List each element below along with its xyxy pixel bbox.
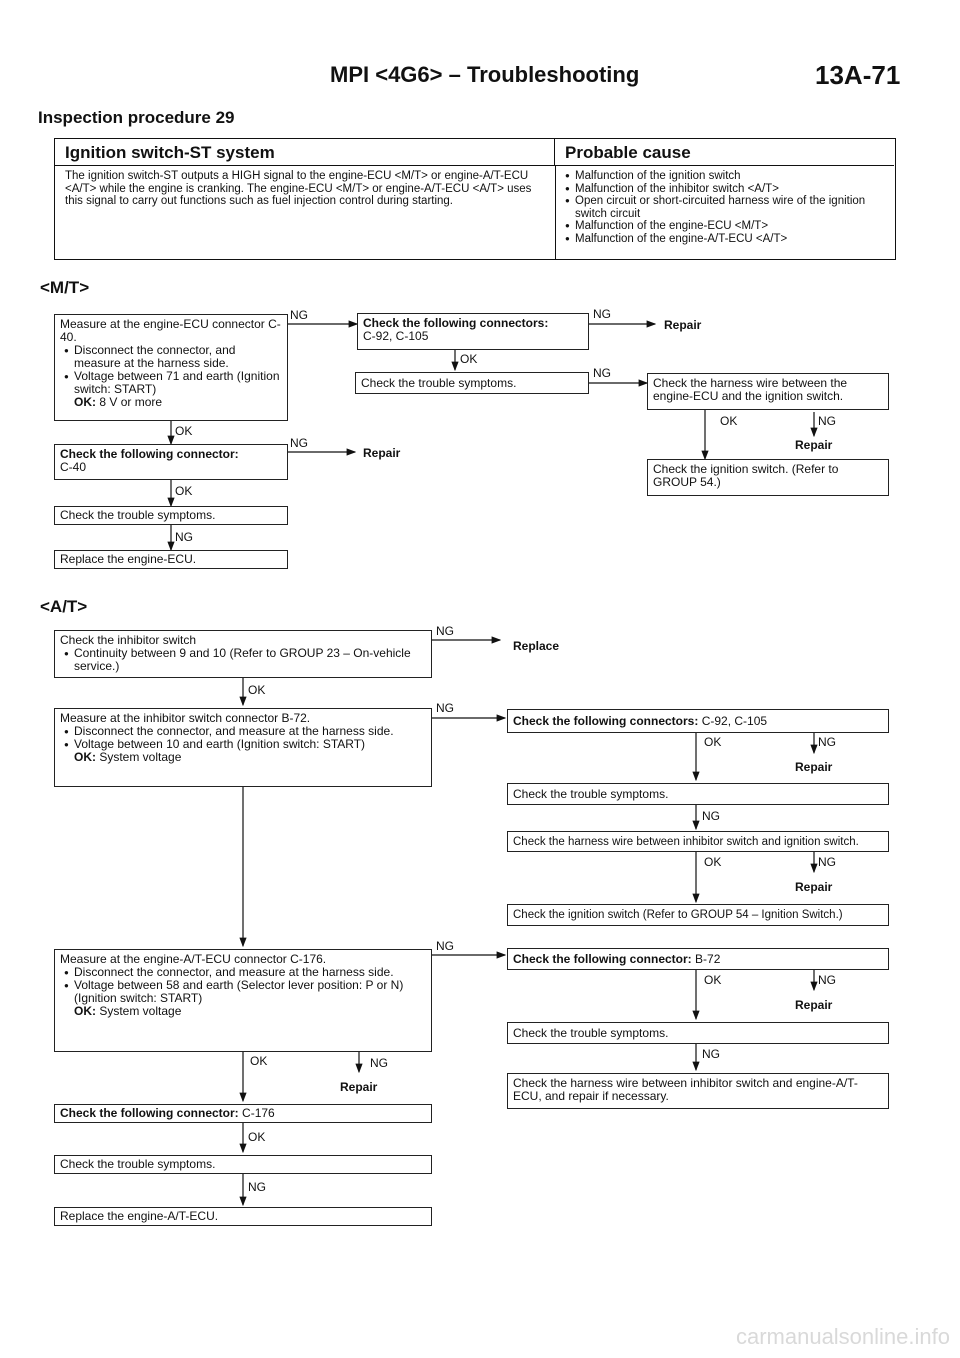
mt-measure-bullet: ● Disconnect the connector, and measure at the harness side. (60, 344, 282, 370)
ok-value: System voltage (99, 1004, 182, 1018)
page-number: 13A-71 (815, 60, 901, 90)
at-measure-line: Measure at the inhibitor switch connector B-72. (60, 711, 311, 725)
cause-item: ● Malfunction of the engine-ECU <M/T> (561, 220, 887, 233)
at-measure-bullet: ● Voltage between 10 and earth (Ignition switch: START) (60, 738, 426, 751)
ok-value: System voltage (99, 750, 182, 764)
check-value: C-40 (60, 460, 87, 474)
page-header-title: MPI <4G6> – Troubleshooting (330, 62, 640, 87)
table-description: The ignition switch-ST outputs a HIGH signal to the engine-ECU <M/T> or engine-A/T-ECU <A/T> while the engine is cranking. The engine-ECU <M/T> or engine-A/T-ECU <A/T> uses this signal to carry out functions such as fuel injection control during starting. (65, 170, 532, 207)
check-title: Check the following connector: (513, 952, 692, 966)
ok-value: 8 V or more (99, 395, 163, 409)
check-title: Check the following connector: (60, 1106, 239, 1120)
ng-label: NG (702, 809, 720, 823)
cause-item: ● Malfunction of the ignition switch (561, 170, 887, 183)
at-inhibitor-box (54, 630, 432, 678)
ng-label: NG (248, 1180, 266, 1194)
ng-label: NG (436, 624, 454, 638)
ok-label: OK (175, 484, 193, 498)
table-header-system: Ignition switch-ST system (55, 139, 555, 166)
ng-label: NG (702, 1047, 720, 1061)
mt-measure-line: Measure at the engine-ECU connector C-40. (60, 317, 281, 344)
mt-replace-box: Replace the engine-ECU. (54, 550, 288, 569)
ok-label: OK (248, 683, 266, 697)
at-measure-b72-box (54, 708, 432, 787)
ok-label: OK (175, 424, 193, 438)
at-measure-bullet: ● Disconnect the connector, and measure at the harness side. (60, 725, 426, 738)
at-measure-bullet: ● Disconnect the connector, and measure at the harness side. (60, 966, 426, 979)
ng-label: NG (370, 1056, 388, 1070)
at-r-check-b72-box (507, 948, 889, 970)
repair-label: Repair (664, 318, 702, 332)
ng-label: NG (818, 855, 836, 869)
at-r-harness-box: Check the harness wire between inhibitor switch and ignition switch. (507, 831, 889, 852)
mt-measure-box (54, 314, 288, 421)
repair-label: Repair (795, 998, 833, 1012)
repair-label: Repair (795, 760, 833, 774)
ok-label: OK: (74, 750, 96, 764)
ok-label: OK (460, 352, 478, 366)
ng-label: NG (175, 530, 193, 544)
at-r-trouble-box-2: Check the trouble symptoms. (507, 1022, 889, 1044)
at-measure-c176-box (54, 949, 432, 1052)
at-r-ignition-box: Check the ignition switch (Refer to GROUP 54 – Ignition Switch.) (507, 904, 889, 926)
watermark: carmanualsonline.info (735, 1324, 950, 1349)
check-value: C-176 (242, 1106, 275, 1120)
at-replace-box: Replace the engine-A/T-ECU. (54, 1207, 432, 1226)
ng-label: NG (436, 701, 454, 715)
at-measure-bullet: ● Voltage between 58 and earth (Selector lever position: P or N) (Ignition switch: START) (60, 979, 426, 1005)
cause-item: ● Malfunction of the inhibitor switch <A/T> (561, 183, 887, 196)
ok-label: OK (704, 973, 722, 987)
check-value: C-92, C-105 (701, 714, 768, 728)
at-inhibitor-line: Check the inhibitor switch (60, 633, 197, 647)
at-r-harness-final-box: Check the harness wire between inhibitor switch and engine-A/T-ECU, and repair if necessary. (507, 1073, 889, 1109)
ok-label: OK (250, 1054, 268, 1068)
repair-label: Repair (340, 1080, 378, 1094)
at-measure-line: Measure at the engine-A/T-ECU connector C-176. (60, 952, 327, 966)
ok-label: OK: (74, 1004, 96, 1018)
ng-label: NG (436, 939, 454, 953)
ng-label: NG (818, 735, 836, 749)
repair-label: Repair (795, 438, 833, 452)
at-r-trouble-box: Check the trouble symptoms. (507, 783, 889, 805)
ng-label: NG (593, 307, 611, 321)
ng-label: NG (290, 308, 308, 322)
mt-check-connectors-box (357, 313, 589, 350)
at-trouble-box: Check the trouble symptoms. (54, 1155, 432, 1174)
ok-label: OK: (74, 395, 96, 409)
ng-label: NG (818, 414, 836, 428)
procedure-title: Inspection procedure 29 (38, 108, 235, 127)
check-value: B-72 (695, 952, 721, 966)
replace-label: Replace (513, 639, 560, 653)
mt-check-connector-box (54, 444, 288, 480)
mt-section-label: <M/T> (40, 278, 90, 297)
at-section-label: <A/T> (40, 597, 88, 616)
mt-trouble-box: Check the trouble symptoms. (54, 506, 288, 525)
ok-label: OK (704, 735, 722, 749)
ng-label: NG (593, 366, 611, 380)
table-header-cause: Probable cause (555, 139, 894, 166)
mt-measure-bullet: ● Voltage between 71 and earth (Ignition switch: START) (60, 370, 282, 396)
cause-item: ● Open circuit or short-circuited harness wire of the ignition switch circuit (561, 195, 887, 220)
at-inhibitor-bullet: ● Continuity between 9 and 10 (Refer to GROUP 23 – On-vehicle service.) (60, 647, 426, 673)
ok-label: OK (720, 414, 738, 428)
check-value: C-92, C-105 (363, 329, 429, 343)
check-title: Check the following connectors: (513, 714, 699, 728)
mt-ignition-box: Check the ignition switch. (Refer to GROUP 54.) (647, 459, 889, 496)
repair-label: Repair (795, 880, 833, 894)
mt-trouble-box-2: Check the trouble symptoms. (355, 372, 589, 394)
repair-label: Repair (363, 446, 401, 460)
ok-label: OK (248, 1130, 266, 1144)
check-title: Check the following connectors: (363, 316, 549, 330)
ng-label: NG (818, 973, 836, 987)
ok-label: OK (704, 855, 722, 869)
ng-label: NG (290, 436, 308, 450)
check-title: Check the following connector: (60, 447, 239, 461)
mt-harness-box: Check the harness wire between the engine-ECU and the ignition switch. (647, 373, 889, 410)
at-r-check-connectors-box (507, 709, 889, 733)
cause-item: ● Malfunction of the engine-A/T-ECU <A/T> (561, 233, 887, 246)
at-check-c176-box (54, 1104, 432, 1123)
